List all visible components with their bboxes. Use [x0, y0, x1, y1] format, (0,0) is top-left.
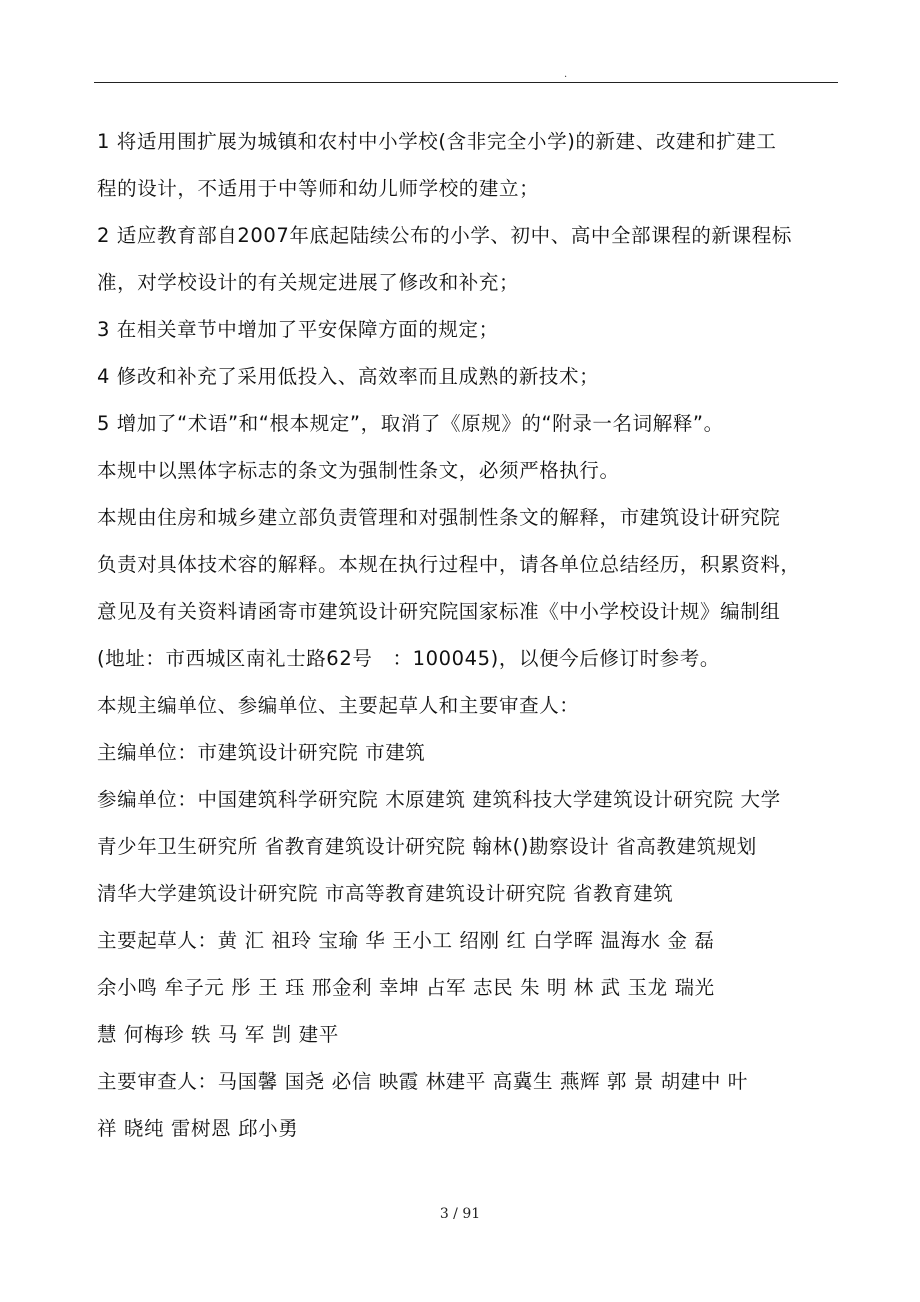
- text-line: 2 适应教育部自2007年底起陆续公布的小学、初中、高中全部课程的新课程标: [97, 224, 792, 247]
- text-line: 青少年卫生研究所 省教育建筑设计研究院 翰林()勘察设计 省高教建筑规划: [97, 835, 757, 858]
- document-body: [97, 118, 857, 1152]
- header-rule: [94, 82, 838, 83]
- text-line: 主要起草人：黄 汇 祖玲 宝瑜 华 王小工 绍刚 红 白学晖 温海水 金 磊: [97, 929, 715, 952]
- page-number: 3 / 91: [439, 1206, 481, 1222]
- text-line: 5 增加了“术语”和“根本规定”，取消了《原规》的“附录一名词解释”。: [97, 412, 724, 435]
- text-line: 本规由住房和城乡建立部负责管理和对强制性条文的解释，市建筑设计研究院: [97, 506, 781, 529]
- text-line: 4 修改和补充了采用低投入、高效率而且成熟的新技术；: [97, 365, 600, 388]
- text-line: 参编单位：中国建筑科学研究院 木原建筑 建筑科技大学建筑设计研究院 大学: [97, 788, 781, 811]
- text-line: 慧 何梅珍 轶 马 军 剀 建平: [97, 1023, 339, 1046]
- text-line: 本规中以黑体字标志的条文为强制性条文，必须严格执行。: [97, 459, 620, 482]
- text-line: 清华大学建筑设计研究院 市高等教育建筑设计研究院 省教育建筑: [97, 882, 674, 905]
- text-line: 意见及有关资料请函寄市建筑设计研究院国家标准《中小学校设计规》编制组: [97, 600, 781, 623]
- text-line: 负责对具体技术容的解释。本规在执行过程中，请各单位总结经历，积累资料，: [97, 553, 801, 576]
- text-line: 余小鸣 牟子元 彤 王 珏 邢金利 幸坤 占军 志民 朱 明 林 武 玉龙 瑞光: [97, 976, 715, 999]
- text-line: 3 在相关章节中增加了平安保障方面的规定；: [97, 318, 499, 341]
- text-line: 祥 晓纯 雷树恩 邱小勇: [97, 1117, 299, 1140]
- text-line: 主编单位：市建筑设计研究院 市建筑: [97, 741, 426, 764]
- header-mark: .: [564, 69, 568, 80]
- text-line: 本规主编单位、参编单位、主要起草人和主要审查人：: [97, 694, 580, 717]
- text-line: (地址：市西城区南礼士路62号 ：100045)，以便今后修订时参考。: [97, 647, 720, 670]
- text-line: 准，对学校设计的有关规定进展了修改和补充；: [97, 271, 520, 294]
- text-line: 主要审查人：马国馨 国尧 必信 映霞 林建平 高冀生 燕辉 郭 景 胡建中 叶: [97, 1070, 748, 1093]
- text-line: 程的设计，不适用于中等师和幼儿师学校的建立；: [97, 177, 540, 200]
- text-line: 1 将适用围扩展为城镇和农村中小学校(含非完全小学)的新建、改建和扩建工: [97, 130, 777, 153]
